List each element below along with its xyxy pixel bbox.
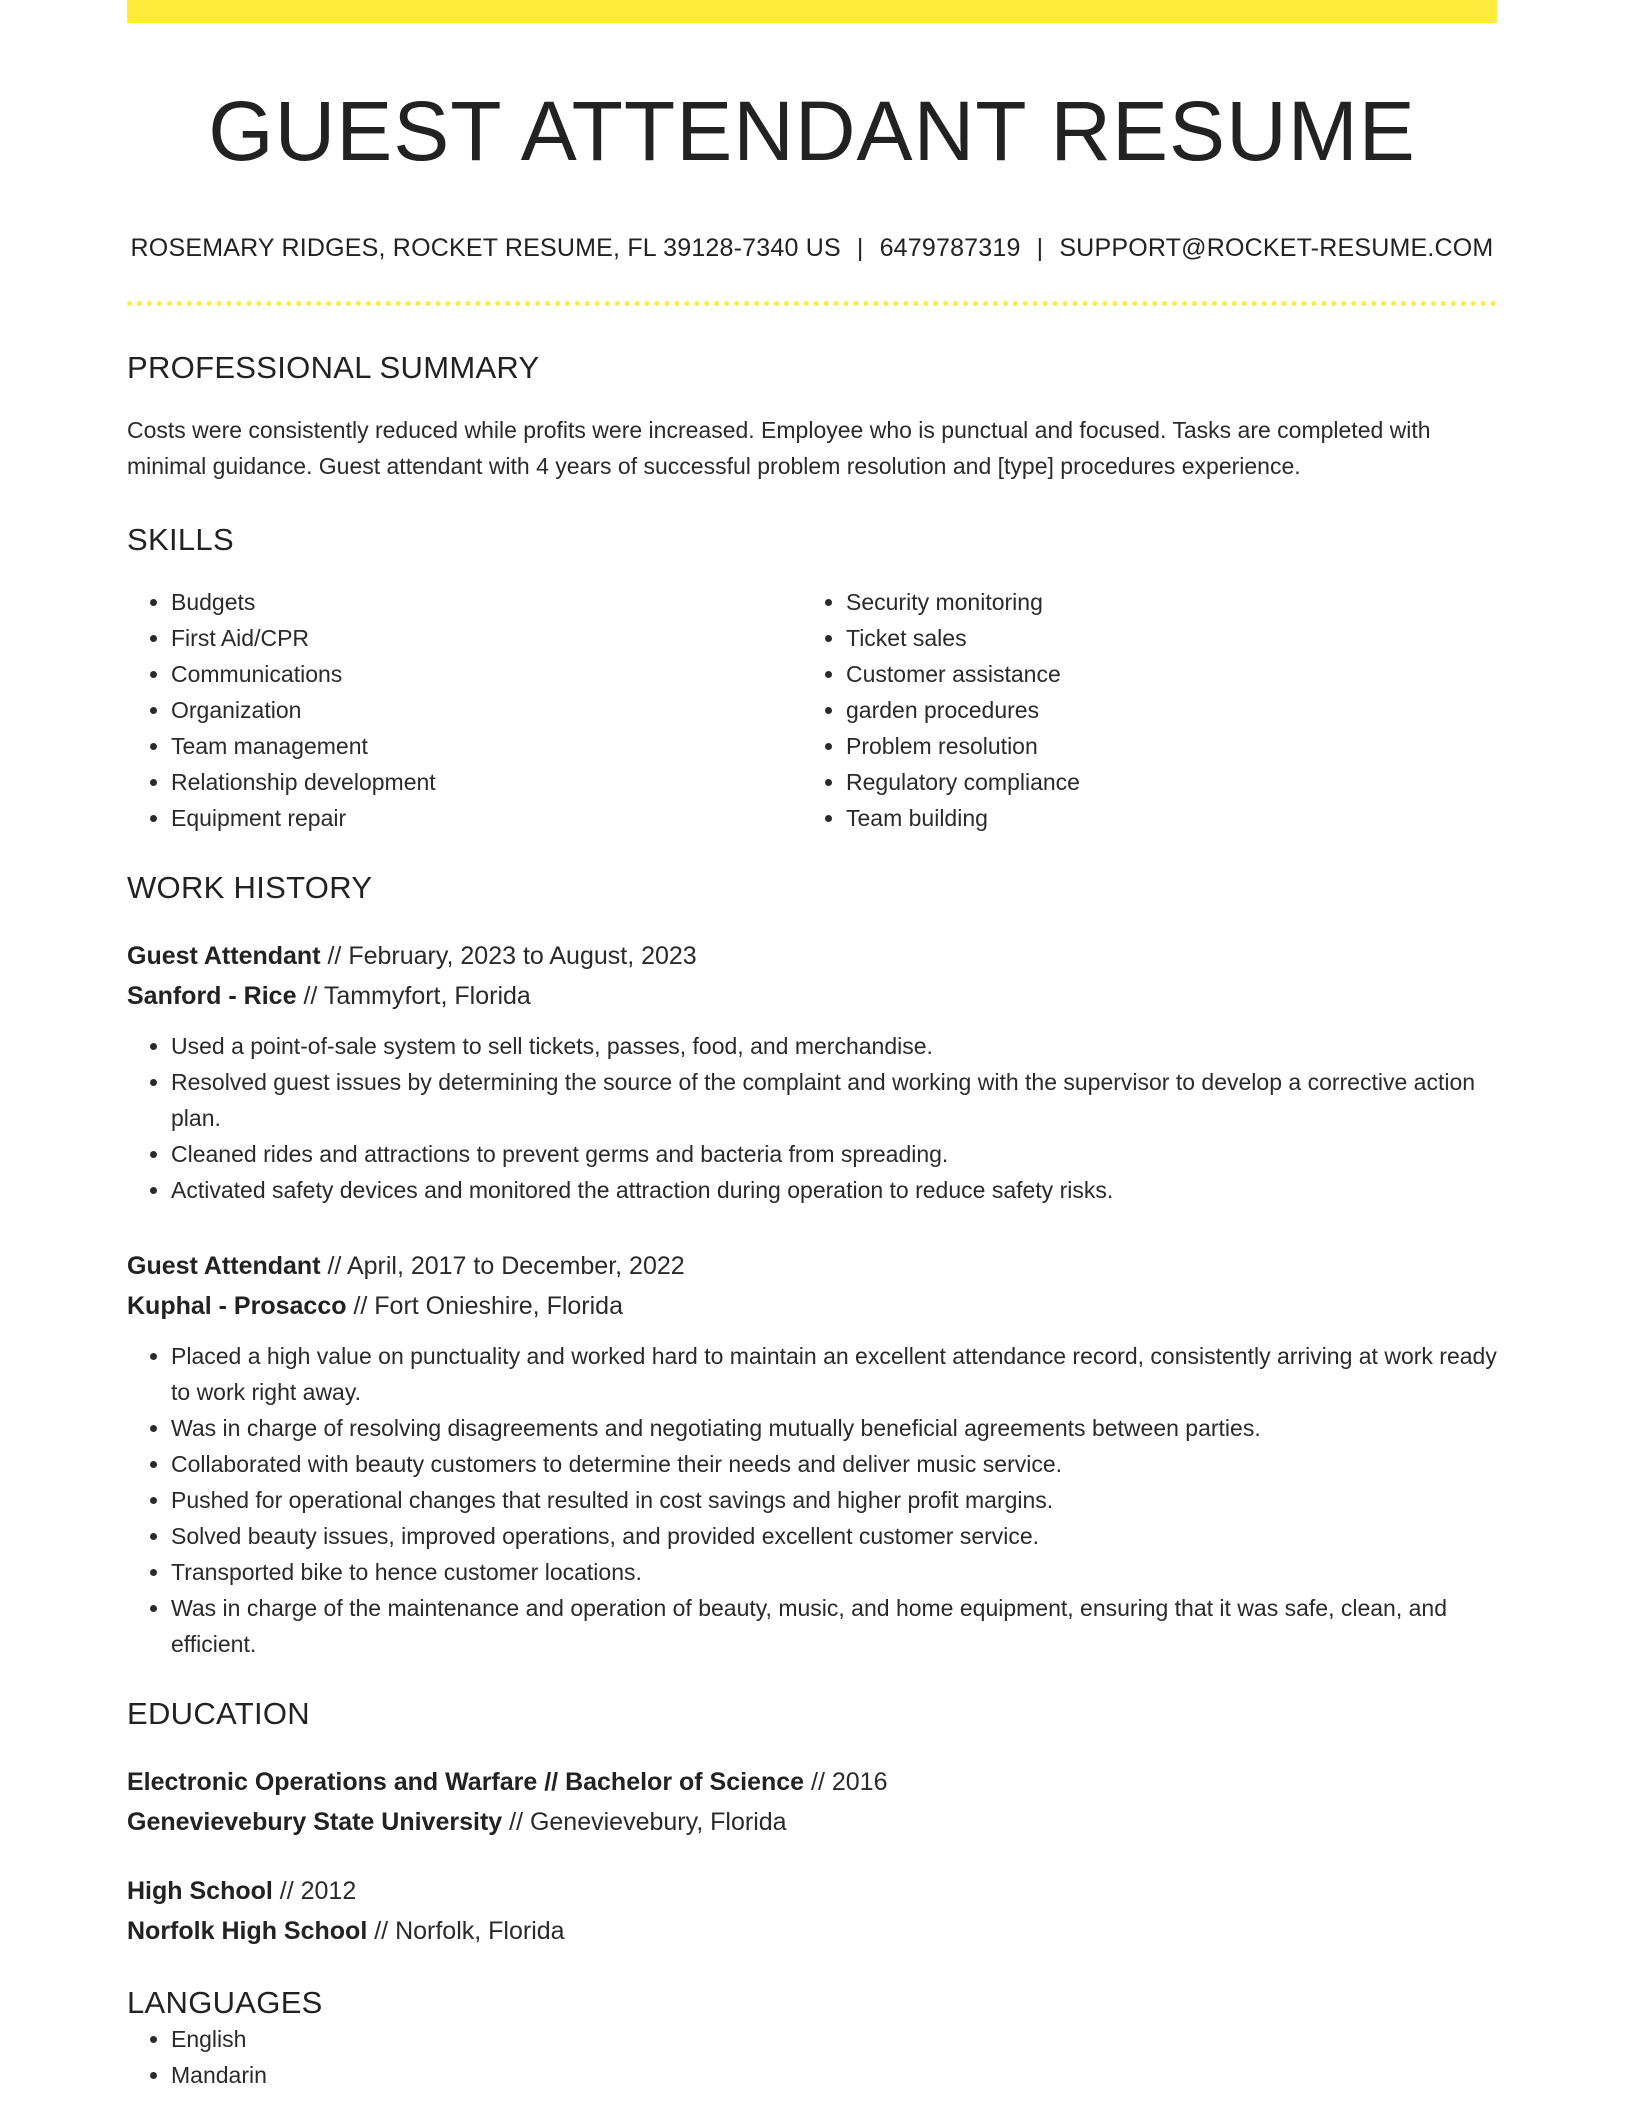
language-item: • Mandarin (171, 2057, 1497, 2093)
education-location: // Genevievebury, Florida (509, 1807, 787, 1836)
section-heading-work-history: WORK HISTORY (127, 869, 373, 905)
skill-item: • Organization (171, 692, 802, 728)
section-heading-education: EDUCATION (127, 1695, 310, 1731)
job-bullet: • Collaborated with beauty customers to determine their needs and deliver music service. (171, 1446, 1497, 1482)
skill-item: • First Aid/CPR (171, 620, 802, 656)
accent-top-bar (127, 0, 1497, 23)
skill-item: • Budgets (171, 584, 802, 620)
skill-item: • Security monitoring (846, 584, 1477, 620)
contact-line (127, 234, 1497, 263)
skill-item: • garden procedures (846, 692, 1477, 728)
job-company: Kuphal - Prosacco (127, 1291, 347, 1320)
contact-address: ROSEMARY RIDGES, ROCKET RESUME, FL 39128-7340 US (130, 233, 841, 262)
dotted-divider (127, 301, 1497, 306)
skills-list-right (802, 584, 1477, 836)
resume-title: GUEST ATTENDANT RESUME (208, 84, 1416, 178)
contact-email: SUPPORT@ROCKET-RESUME.COM (1059, 233, 1494, 262)
skill-item: • Team building (846, 800, 1477, 836)
job-title-line (127, 936, 1497, 976)
skill-item: • Customer assistance (846, 656, 1477, 692)
skills-section (127, 522, 1497, 836)
job-bullet: • Resolved guest issues by determining the source of the complaint and working with the supervisor to develop a corrective action plan. (171, 1064, 1497, 1136)
skill-item: • Team management (171, 728, 802, 764)
job-bullet: • Was in charge of the maintenance and operation of beauty, music, and home equipment, ensuring that it was safe, clean, and efficient. (171, 1590, 1497, 1662)
contact-phone: 6479787319 (879, 233, 1021, 262)
job-entry (127, 1246, 1497, 1662)
job-title-line (127, 1246, 1497, 1286)
skill-item: • Relationship development (171, 764, 802, 800)
skill-item: • Communications (171, 656, 802, 692)
job-bullet: • Cleaned rides and attractions to prevent germs and bacteria from spreading. (171, 1136, 1497, 1172)
contact-separator: | (856, 233, 864, 262)
language-item: • English (171, 2021, 1497, 2057)
professional-summary-section (127, 350, 1497, 484)
education-entry (127, 1871, 1497, 1951)
education-location: // Norfolk, Florida (374, 1916, 565, 1945)
education-degree: Electronic Operations and Warfare // Bachelor of Science (127, 1767, 805, 1796)
section-heading-skills: SKILLS (127, 521, 234, 557)
skill-item: • Equipment repair (171, 800, 802, 836)
education-degree-line (127, 1871, 1497, 1911)
job-bullets (127, 1028, 1497, 1208)
section-heading-languages: LANGUAGES (127, 1984, 323, 2020)
skills-columns (127, 584, 1497, 836)
summary-text: Costs were consistently reduced while profits were increased. Employee who is punctual and focused. Tasks are completed with minimal guidance. Guest attendant with 4 years of successful problem resolution and [type] procedures experience. (127, 416, 1431, 479)
education-year: // 2012 (279, 1876, 357, 1905)
skill-item: • Ticket sales (846, 620, 1477, 656)
work-history-section (127, 870, 1497, 1662)
skills-list-left (127, 584, 802, 836)
education-school-line (127, 1911, 1497, 1951)
education-entry (127, 1762, 1497, 1842)
job-bullet: • Used a point-of-sale system to sell tickets, passes, food, and merchandise. (171, 1028, 1497, 1064)
job-location: // Tammyfort, Florida (303, 981, 531, 1010)
languages-list (127, 2021, 1497, 2093)
job-company-line (127, 1286, 1497, 1326)
contact-separator: | (1036, 233, 1044, 262)
job-bullets (127, 1338, 1497, 1662)
education-degree-line (127, 1762, 1497, 1802)
job-bullet: • Was in charge of resolving disagreements and negotiating mutually beneficial agreements between parties. (171, 1410, 1497, 1446)
job-company-line (127, 976, 1497, 1016)
education-degree: High School (127, 1876, 273, 1905)
job-title: Guest Attendant (127, 941, 321, 970)
job-bullet: • Pushed for operational changes that resulted in cost savings and higher profit margins. (171, 1482, 1497, 1518)
job-company: Sanford - Rice (127, 981, 297, 1010)
job-title: Guest Attendant (127, 1251, 321, 1280)
job-dates: // April, 2017 to December, 2022 (327, 1251, 685, 1280)
job-location: // Fort Onieshire, Florida (353, 1291, 623, 1320)
education-section (127, 1696, 1497, 1951)
education-year: // 2016 (811, 1767, 888, 1796)
job-dates: // February, 2023 to August, 2023 (327, 941, 697, 970)
skill-item: • Regulatory compliance (846, 764, 1477, 800)
education-school: Genevievebury State University (127, 1807, 503, 1836)
languages-section (127, 1985, 1497, 2093)
section-heading-summary: PROFESSIONAL SUMMARY (127, 349, 540, 385)
education-school-line (127, 1802, 1497, 1842)
education-school: Norfolk High School (127, 1916, 368, 1945)
job-bullet: • Activated safety devices and monitored the attraction during operation to reduce safety risks. (171, 1172, 1497, 1208)
job-bullet: • Solved beauty issues, improved operations, and provided excellent customer service. (171, 1518, 1497, 1554)
job-entry (127, 936, 1497, 1208)
job-bullet: • Placed a high value on punctuality and worked hard to maintain an excellent attendance record, consistently arriving at work ready to work right away. (171, 1338, 1497, 1410)
job-bullet: • Transported bike to hence customer locations. (171, 1554, 1497, 1590)
skill-item: • Problem resolution (846, 728, 1477, 764)
resume-page (127, 0, 1497, 2093)
